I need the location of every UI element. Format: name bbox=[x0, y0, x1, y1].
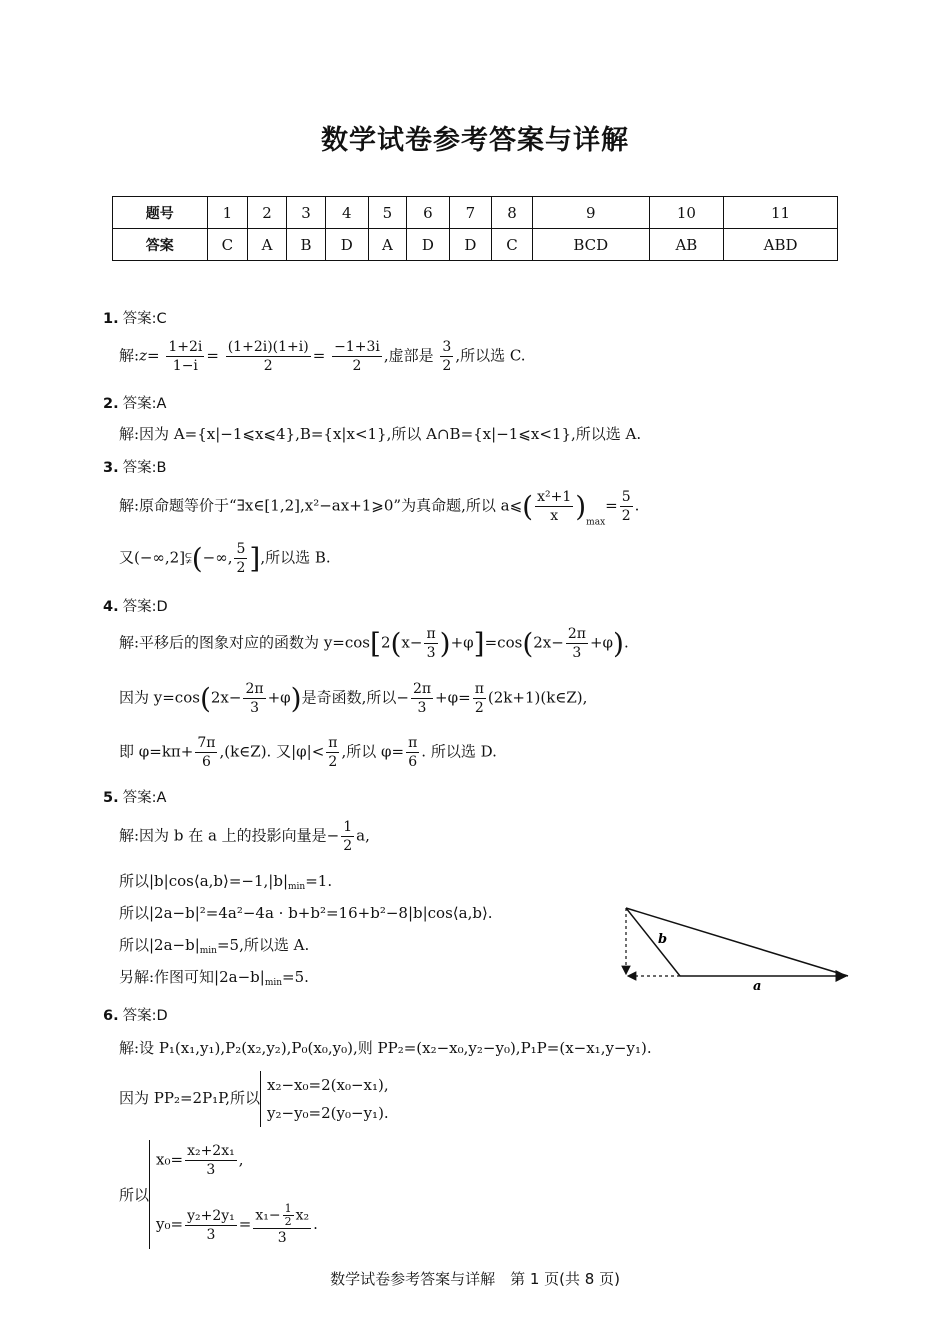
q1-frac1 bbox=[166, 338, 204, 375]
q4-l1h: . bbox=[623, 633, 629, 652]
table-cell: 11 bbox=[724, 197, 838, 229]
table-row-answers bbox=[113, 229, 838, 261]
table-cell: D bbox=[449, 229, 491, 261]
q6-number: 6. bbox=[103, 1008, 119, 1024]
q6-y0n2a: x₁− bbox=[255, 1207, 281, 1224]
q4-frac-pi3 bbox=[424, 625, 437, 662]
q4-frac-2pi3 bbox=[566, 625, 588, 662]
q4-l3d: . 所以选 D. bbox=[421, 742, 497, 761]
q6-l3: 所以 bbox=[119, 1186, 150, 1204]
q5-solution-line3: 所以|2a−b|²=4a²−4a · b+b²=16+b²−8|b|cos⟨a,b⟩. bbox=[119, 904, 493, 922]
q5-l5: 另解:作图可知|2a−b| bbox=[119, 968, 265, 986]
q4-l1e: =cos bbox=[484, 633, 523, 652]
q6-y0-num: y₂+2y₁ bbox=[187, 1207, 235, 1224]
q4-paren2-close: ) bbox=[613, 627, 624, 660]
vector-b-line bbox=[626, 908, 680, 976]
q4-solution-line1 bbox=[119, 625, 629, 662]
q1-f2-num: (1+2i)(1+i) bbox=[227, 339, 309, 355]
q6-x0-row bbox=[156, 1142, 318, 1179]
q6-y0c: . bbox=[313, 1215, 318, 1233]
q1-f3-num: −1+3i bbox=[334, 339, 380, 355]
q3-l2-frac bbox=[234, 540, 247, 577]
q3-frac bbox=[535, 488, 573, 525]
q4-l3-frac3 bbox=[406, 734, 419, 771]
q3-l2c: ,所以选 B. bbox=[260, 548, 331, 567]
q4-l2-paren-close: ) bbox=[290, 682, 302, 715]
q3-paren-open: ( bbox=[522, 490, 534, 523]
table-cell: 4 bbox=[326, 197, 368, 229]
q1-f3-den: 2 bbox=[352, 358, 362, 374]
q4-l2-f3-den: 2 bbox=[474, 700, 484, 716]
q3-number: 3. bbox=[103, 460, 119, 476]
q1-answer-text: 答案:C bbox=[122, 311, 167, 327]
q3-l2-num: 5 bbox=[236, 541, 246, 557]
q5-frac bbox=[341, 818, 354, 855]
q4-l2c: +φ bbox=[267, 688, 291, 707]
table-cell: 6 bbox=[407, 197, 449, 229]
q6-y0-frac2 bbox=[253, 1203, 311, 1247]
q1-tail: ,所以选 C. bbox=[455, 346, 526, 365]
q3-eq: = bbox=[605, 496, 618, 515]
q6-answer bbox=[103, 1004, 168, 1025]
q6-solution-line2 bbox=[119, 1071, 389, 1127]
q3-answer bbox=[103, 456, 166, 477]
q5-solution-line1 bbox=[119, 818, 370, 855]
q4-solution-line2 bbox=[119, 680, 587, 717]
q3-frac-num: x²+1 bbox=[537, 489, 572, 505]
q6-y0b: = bbox=[238, 1215, 252, 1233]
q5-l4b: =5,所以选 A. bbox=[216, 936, 310, 954]
q4-solution-line3 bbox=[119, 734, 497, 771]
q1-frac3 bbox=[332, 338, 382, 375]
q3-paren-close: ) bbox=[575, 490, 587, 523]
q4-l2d: 是奇函数,所以− bbox=[301, 688, 409, 707]
q5-l1a: 解:因为 b 在 a 上的投影向量是− bbox=[119, 826, 340, 845]
q4-l2b: 2x− bbox=[210, 688, 242, 707]
q4-l2-frac3 bbox=[473, 680, 486, 717]
q3-max: max bbox=[586, 517, 606, 528]
q4-l1a: 解:平移后的图象对应的函数为 y=cos bbox=[119, 633, 370, 652]
q3-l2-bracket-close: ] bbox=[249, 542, 261, 575]
q6-sys-eq1: x₂−x₀=2(x₀−x₁), bbox=[267, 1076, 389, 1094]
q6-x0-num: x₂+2x₁ bbox=[187, 1143, 235, 1159]
q1-eq3: = bbox=[312, 346, 326, 365]
q4-l3b: ,(k∈Z). 又|φ|< bbox=[219, 742, 325, 761]
table-cell: C bbox=[492, 229, 533, 261]
q4-number: 4. bbox=[103, 599, 119, 615]
q5-l4-min: min bbox=[199, 946, 217, 956]
label-a: a bbox=[753, 979, 762, 994]
table-cell: ABD bbox=[724, 229, 838, 261]
table-cell: A bbox=[248, 229, 287, 261]
q5-solution-line5 bbox=[119, 966, 309, 988]
q4-2pi3-den: 3 bbox=[572, 645, 582, 661]
table-cell: D bbox=[407, 229, 449, 261]
q5-l5-min: min bbox=[264, 978, 283, 988]
q4-answer-text: 答案:D bbox=[122, 599, 168, 615]
q4-l3-frac1 bbox=[195, 734, 217, 771]
q4-l1b: 2 bbox=[380, 633, 391, 652]
q5-l4: 所以|2a−b| bbox=[119, 936, 200, 954]
q6-half bbox=[283, 1203, 294, 1228]
q3-solution-line2 bbox=[119, 540, 331, 577]
q6-x0-den: 3 bbox=[206, 1162, 216, 1178]
q4-l2-paren-open: ( bbox=[199, 682, 211, 715]
q4-pi3-den: 3 bbox=[426, 645, 436, 661]
q3-l2-paren-open: ( bbox=[191, 542, 203, 575]
q3-frac-den: x bbox=[550, 508, 559, 524]
q6-solution-line1: 解:设 P₁(x₁,y₁),P₂(x₂,y₂),P₀(x₀,y₀),则 PP₂=(x₂−x₀,y₂−y₀),P₁P=(x−x₁,y−y₁). bbox=[119, 1039, 652, 1057]
q1-f4-den: 2 bbox=[442, 358, 452, 374]
q3-l2-den: 2 bbox=[236, 560, 246, 576]
q1-f1-den: 1−i bbox=[172, 358, 198, 374]
q5-l5b: =5. bbox=[282, 968, 309, 986]
q5-l2-min: min bbox=[288, 882, 306, 892]
q5-answer bbox=[103, 786, 166, 807]
table-cell: D bbox=[326, 229, 368, 261]
q1-eq2: = bbox=[206, 346, 219, 365]
q6-solution-line3 bbox=[119, 1140, 318, 1249]
q5-number: 5. bbox=[103, 790, 119, 806]
q6-sys-eq2: y₂−y₀=2(y₀−y₁). bbox=[267, 1104, 389, 1122]
table-cell: 9 bbox=[532, 197, 649, 229]
q4-l1d: +φ bbox=[450, 633, 474, 652]
q3-l2a: 又(−∞,2]⫋ bbox=[119, 548, 192, 567]
label-b: b bbox=[658, 932, 668, 947]
q4-l3c: ,所以 φ= bbox=[341, 742, 405, 761]
q4-l2e: +φ= bbox=[435, 688, 471, 707]
q4-l2-f1-num: 2π bbox=[245, 681, 264, 697]
q6-result-system bbox=[149, 1140, 318, 1249]
q4-l3-f3-den: 6 bbox=[408, 754, 418, 770]
q6-l2a: 因为 PP₂=2P₁P,所以 bbox=[119, 1089, 261, 1107]
q6-y0-frac2-den: 3 bbox=[277, 1230, 287, 1246]
q4-l3-frac2 bbox=[326, 734, 339, 771]
table-cell: 1 bbox=[207, 197, 248, 229]
q6-half-den: 2 bbox=[284, 1215, 292, 1228]
answer-table bbox=[112, 196, 838, 261]
q4-l2a: 因为 y=cos bbox=[119, 688, 200, 707]
q6-y0a: y₀= bbox=[156, 1215, 184, 1233]
table-cell: BCD bbox=[532, 229, 649, 261]
q6-y0-den: 3 bbox=[206, 1226, 216, 1243]
table-cell: 7 bbox=[449, 197, 491, 229]
q4-answer bbox=[103, 595, 168, 616]
q4-l2-frac2 bbox=[411, 680, 433, 717]
q4-bracket-close: ] bbox=[473, 627, 485, 660]
q4-paren-close: ) bbox=[439, 627, 451, 660]
q1-f4-num: 3 bbox=[442, 339, 452, 355]
q5-l2b: =1. bbox=[305, 872, 333, 890]
q1-mid: ,虚部是 bbox=[383, 346, 434, 365]
table-row-numbers bbox=[113, 197, 838, 229]
table-cell: 10 bbox=[649, 197, 724, 229]
page-title: 数学试卷参考答案与详解 bbox=[321, 125, 629, 156]
q6-x0-frac bbox=[185, 1142, 237, 1179]
q4-l1f: 2x− bbox=[533, 633, 564, 652]
q1-sol-prefix: 解: bbox=[119, 346, 140, 365]
q2-answer-text: 答案:A bbox=[122, 396, 167, 412]
q1-f1-num: 1+2i bbox=[168, 339, 203, 355]
q2-answer bbox=[103, 392, 166, 413]
q4-l3-f2-den: 2 bbox=[328, 754, 338, 770]
q5-solution-line4 bbox=[119, 934, 309, 956]
q6-y0-row bbox=[156, 1203, 318, 1247]
q5-frac-num: 1 bbox=[343, 819, 353, 835]
q5-l2: 所以|b|cos⟨a,b⟩=−1,|b| bbox=[119, 872, 289, 890]
q4-l3-f1-num: 7π bbox=[197, 735, 216, 751]
q4-l1g: +φ bbox=[589, 633, 614, 652]
q4-l3-f2-num: π bbox=[328, 735, 338, 751]
q6-y0-frac2-num bbox=[253, 1203, 311, 1229]
q1-frac2 bbox=[226, 338, 311, 375]
q3-solution-line1 bbox=[119, 488, 639, 528]
q2-solution: 解:因为 A={x|−1⩽x⩽4},B={x|x<1},所以 A∩B={x|−1⩽x<1},所以选 A. bbox=[119, 425, 642, 443]
q5-l1b: a, bbox=[356, 826, 370, 845]
page-footer: 数学试卷参考答案与详解 第 1 页(共 8 页) bbox=[330, 1270, 620, 1288]
q2-number: 2. bbox=[103, 396, 119, 412]
q1-number: 1. bbox=[103, 311, 119, 327]
q1-f2-den: 2 bbox=[263, 358, 273, 374]
table-cell: AB bbox=[649, 229, 724, 261]
q1-frac4 bbox=[440, 338, 453, 375]
q1-z: z bbox=[139, 346, 147, 365]
table-cell: 5 bbox=[368, 197, 407, 229]
q6-x0a: x₀= bbox=[156, 1150, 184, 1169]
q6-y0-frac bbox=[185, 1207, 237, 1244]
q3-sol-a: 解:原命题等价于“∃x∈[1,2],x²−ax+1⩾0”为真命题,所以 a⩽ bbox=[119, 496, 523, 515]
q6-system bbox=[260, 1071, 389, 1127]
q3-dot: . bbox=[634, 496, 640, 515]
q4-l2-frac1 bbox=[243, 680, 265, 717]
q4-l2-f2-num: 2π bbox=[412, 681, 432, 697]
q6-answer-text: 答案:D bbox=[122, 1008, 168, 1024]
q6-x0c: , bbox=[238, 1150, 244, 1169]
q5-frac-den: 2 bbox=[343, 838, 353, 854]
q4-pi3-num: π bbox=[426, 626, 436, 642]
table-header: 答案 bbox=[113, 229, 208, 261]
q4-l2-f3-num: π bbox=[474, 681, 484, 697]
q1-solution bbox=[119, 338, 526, 375]
table-cell: C bbox=[207, 229, 248, 261]
q1-answer bbox=[103, 307, 167, 328]
table-cell: 8 bbox=[492, 197, 533, 229]
table-cell: A bbox=[368, 229, 407, 261]
q4-paren2-open: ( bbox=[522, 627, 534, 660]
table-cell: 3 bbox=[286, 197, 325, 229]
q1-eq: = bbox=[146, 346, 160, 365]
q6-half-num: 1 bbox=[284, 1202, 292, 1215]
q4-l3-f1-den: 6 bbox=[201, 754, 211, 770]
q4-l2-f1-den: 3 bbox=[250, 700, 259, 716]
q5-solution-line2 bbox=[119, 870, 332, 892]
q3-result-den: 2 bbox=[621, 508, 631, 524]
table-header: 题号 bbox=[113, 197, 208, 229]
q3-result bbox=[620, 488, 633, 525]
vector-figure bbox=[618, 898, 858, 994]
q4-l2-f2-den: 3 bbox=[417, 700, 427, 716]
q3-answer-text: 答案:B bbox=[122, 460, 167, 476]
q5-answer-text: 答案:A bbox=[122, 790, 167, 806]
q4-l1c: x− bbox=[401, 633, 423, 652]
q3-result-num: 5 bbox=[621, 489, 631, 505]
q4-l3a: 即 φ=kπ+ bbox=[119, 742, 194, 761]
q4-l2f: (2k+1)(k∈Z), bbox=[487, 688, 588, 707]
q4-paren-open: ( bbox=[390, 627, 402, 660]
q4-2pi3-num: 2π bbox=[567, 626, 586, 642]
table-cell: B bbox=[286, 229, 325, 261]
q6-y0n2b: x₂ bbox=[295, 1207, 310, 1224]
q4-bracket-open: [ bbox=[370, 627, 381, 660]
table-cell: 2 bbox=[248, 197, 287, 229]
q3-l2b: −∞, bbox=[202, 548, 233, 567]
q4-l3-f3-num: π bbox=[408, 735, 418, 751]
